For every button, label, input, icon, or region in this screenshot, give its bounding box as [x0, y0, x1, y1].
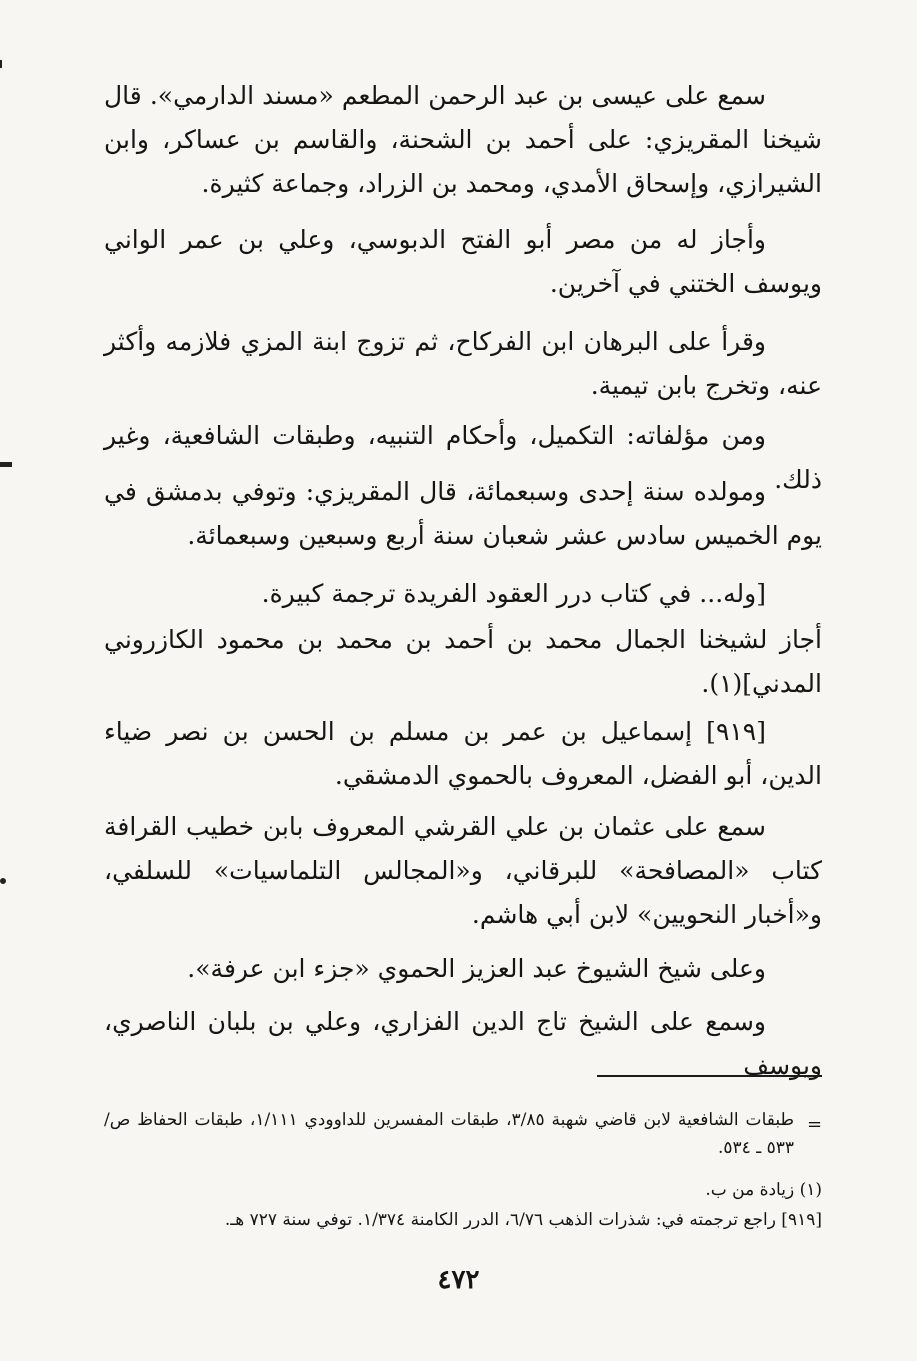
margin-mark — [0, 878, 6, 884]
footnote-919: [٩١٩] راجع ترجمته في: شذرات الذهب ٦/٧٦، الدرر الكامنة ١/٣٧٤. توفي سنة ٧٢٧ هـ. — [224, 1210, 822, 1230]
paragraph-1: سمع على عيسى بن عبد الرحمن المطعم «مسند الدارمي». قال شيخنا المقريزي: على أحمد بن الشحنة، والقاسم بن عساكر، وابن الشيرازي، وإسحاق الأمدي، ومحمد بن الزراد، وجماعة كثيرة. — [104, 81, 822, 198]
footnote-continuation-mark: = — [807, 1114, 823, 1135]
paragraph-3: وقرأ على البرهان ابن الفركاح، ثم تزوج ابنة المزي فلازمه وأكثر عنه، وتخرج بابن تيمية. — [104, 327, 822, 400]
footnote-continuation: طبقات الشافعية لابن قاضي شهبة ٣/٨٥، طبقات المفسرين للداوودي ١/١١١، طبقات الحفاظ ص/٥٣٣ ـ ٥٣٤. — [104, 1110, 795, 1158]
paragraph-10: وعلى شيخ الشيوخ عبد العزيز الحموي «جزء ابن عرفة». — [187, 954, 766, 983]
page-number: ٤٧٢ — [437, 1265, 480, 1295]
paragraph-7: أجاز لشيخنا الجمال محمد بن أحمد بن محمد بن محمود الكازروني المدني](١). — [104, 625, 822, 698]
footnote-1: (١) زيادة من ب. — [705, 1180, 822, 1200]
paragraph-6: [وله... في كتاب درر العقود الفريدة ترجمة كبيرة. — [261, 579, 766, 608]
paragraph-2: وأجاز له من مصر أبو الفتح الدبوسي، وعلي بن عمر الواني ويوسف الختني في آخرين. — [104, 225, 822, 298]
entry-919-heading: [٩١٩] إسماعيل بن عمر بن مسلم بن الحسن بن نصر ضياء الدين، أبو الفضل، المعروف بالحموي الدمشقي. — [104, 717, 822, 790]
margin-mark — [0, 462, 12, 467]
margin-mark — [0, 60, 2, 68]
paragraph-11: وسمع على الشيخ تاج الدين الفزاري، وعلي بن بلبان الناصري، ويوسف — [104, 1007, 822, 1080]
paragraph-5: ومولده سنة إحدى وسبعمائة، قال المقريزي: وتوفي بدمشق في يوم الخميس سادس عشر شعبان سنة أربع وسبعين وسبعمائة. — [104, 477, 822, 550]
paragraph-4: ومن مؤلفاته: التكميل، وأحكام التنبيه، وطبقات الشافعية، وغير ذلك. — [104, 421, 822, 494]
footnote-separator — [597, 1075, 822, 1077]
paragraph-9: سمع على عثمان بن علي القرشي المعروف بابن خطيب القرافة كتاب «المصافحة» للبرقاني، و«المجالس التلماسيات» للسلفي، و«أخبار النحويين» لابن أبي هاشم. — [104, 812, 822, 929]
